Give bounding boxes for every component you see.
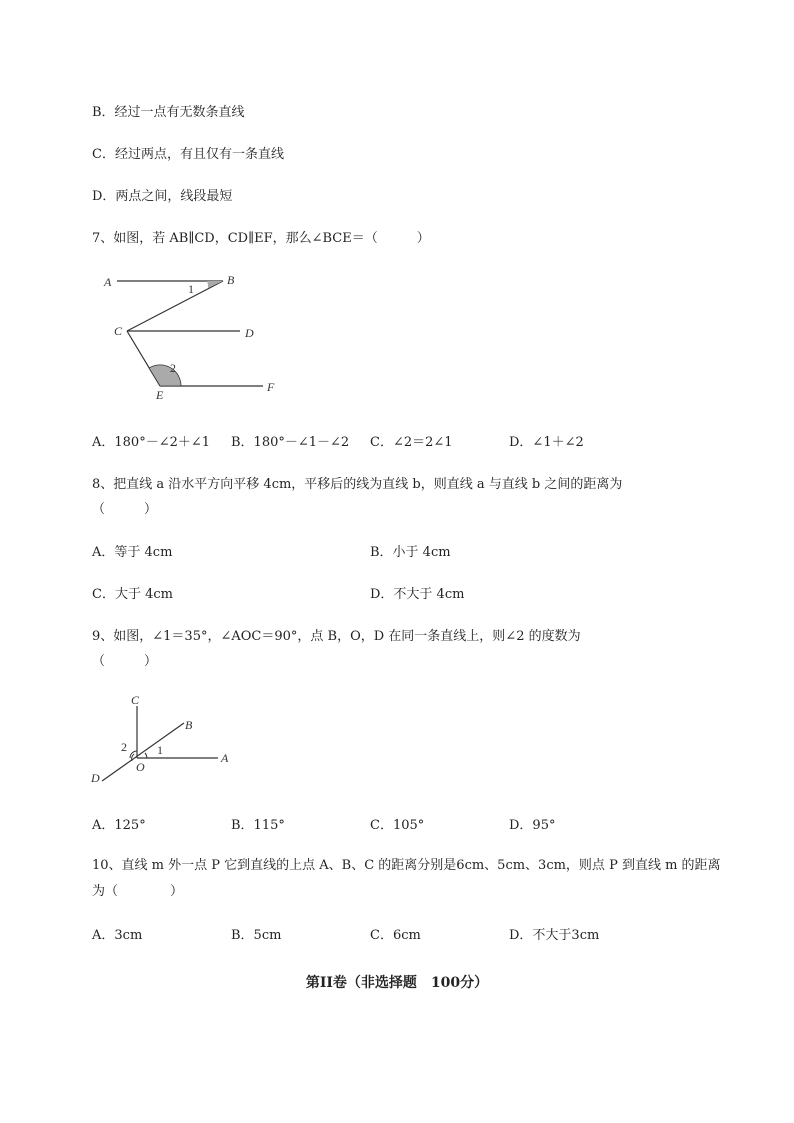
q9-label-b: B <box>185 718 193 732</box>
q7-option-d: D．∠1＋∠2 <box>509 435 584 450</box>
q7-label-a: A <box>104 275 112 289</box>
q9-option-c: C．105° <box>370 818 425 833</box>
q7-label-e: E <box>156 388 164 402</box>
q7-option-b: B．180°－∠1－∠2 <box>231 435 350 450</box>
q7-label-d: D <box>245 326 254 340</box>
q8-option-b: B．小于 4cm <box>370 545 451 560</box>
q9-option-b: B．115° <box>231 818 285 833</box>
q9-angle-1-label: 1 <box>157 743 163 757</box>
q9-label-d: D <box>91 771 100 785</box>
q6-option-c: C．经过两点，有且仅有一条直线 <box>92 147 284 162</box>
q7-stem: 7、如图，若 AB∥CD，CD∥EF，那么∠BCE＝（ ） <box>92 231 430 246</box>
q6-option-b: B．经过一点有无数条直线 <box>92 105 245 120</box>
q9-label-o: O <box>136 760 145 774</box>
q10-option-b: B．5cm <box>231 928 282 943</box>
q8-stem-line2: （ ） <box>92 502 158 517</box>
q7-figure <box>95 265 295 405</box>
q9-label-a: A <box>221 751 229 765</box>
q9-figure <box>88 692 248 792</box>
q10-stem-line2: 为（ ） <box>92 884 184 899</box>
q7-label-f: F <box>267 380 275 394</box>
q7-label-b: B <box>227 273 235 287</box>
q9-option-d: D．95° <box>509 818 556 833</box>
q10-option-c: C．6cm <box>370 928 421 943</box>
q7-label-c: C <box>114 324 123 338</box>
q7-angle-1-label: 1 <box>188 282 194 296</box>
section-heading: 第II卷（非选择题 100分） <box>305 975 489 991</box>
q7-option-a: A．180°－∠2＋∠1 <box>92 435 211 450</box>
q10-stem-line1: 10、直线 m 外一点 P 它到直线的上点 A、B、C 的距离分别是6cm、5cm、3cm，则点 P 到直线 m 的距离 <box>92 858 721 873</box>
q10-option-a: A．3cm <box>92 928 143 943</box>
q7-angle-2-label: 2 <box>170 361 176 375</box>
q9-label-c: C <box>131 693 140 707</box>
q8-option-d: D．不大于 4cm <box>370 587 465 602</box>
q6-option-d: D．两点之间，线段最短 <box>92 189 233 204</box>
q9-angle-2-label: 2 <box>121 740 127 754</box>
q9-stem-line1: 9、如图，∠1＝35°，∠AOC＝90°，点 B，O，D 在同一条直线上，则∠2 的度数为 <box>92 629 581 644</box>
q8-option-c: C．大于 4cm <box>92 587 173 602</box>
q8-option-a: A．等于 4cm <box>92 545 173 560</box>
q7-option-c: C．∠2＝2∠1 <box>370 435 453 450</box>
q8-stem-line1: 8、把直线 a 沿水平方向平移 4cm，平移后的线为直线 b，则直线 a 与直线 b 之间的距离为 <box>92 477 623 492</box>
q9-stem-line2: （ ） <box>92 654 158 669</box>
q9-option-a: A．125° <box>92 818 146 833</box>
q10-option-d: D．不大于3cm <box>509 928 600 943</box>
